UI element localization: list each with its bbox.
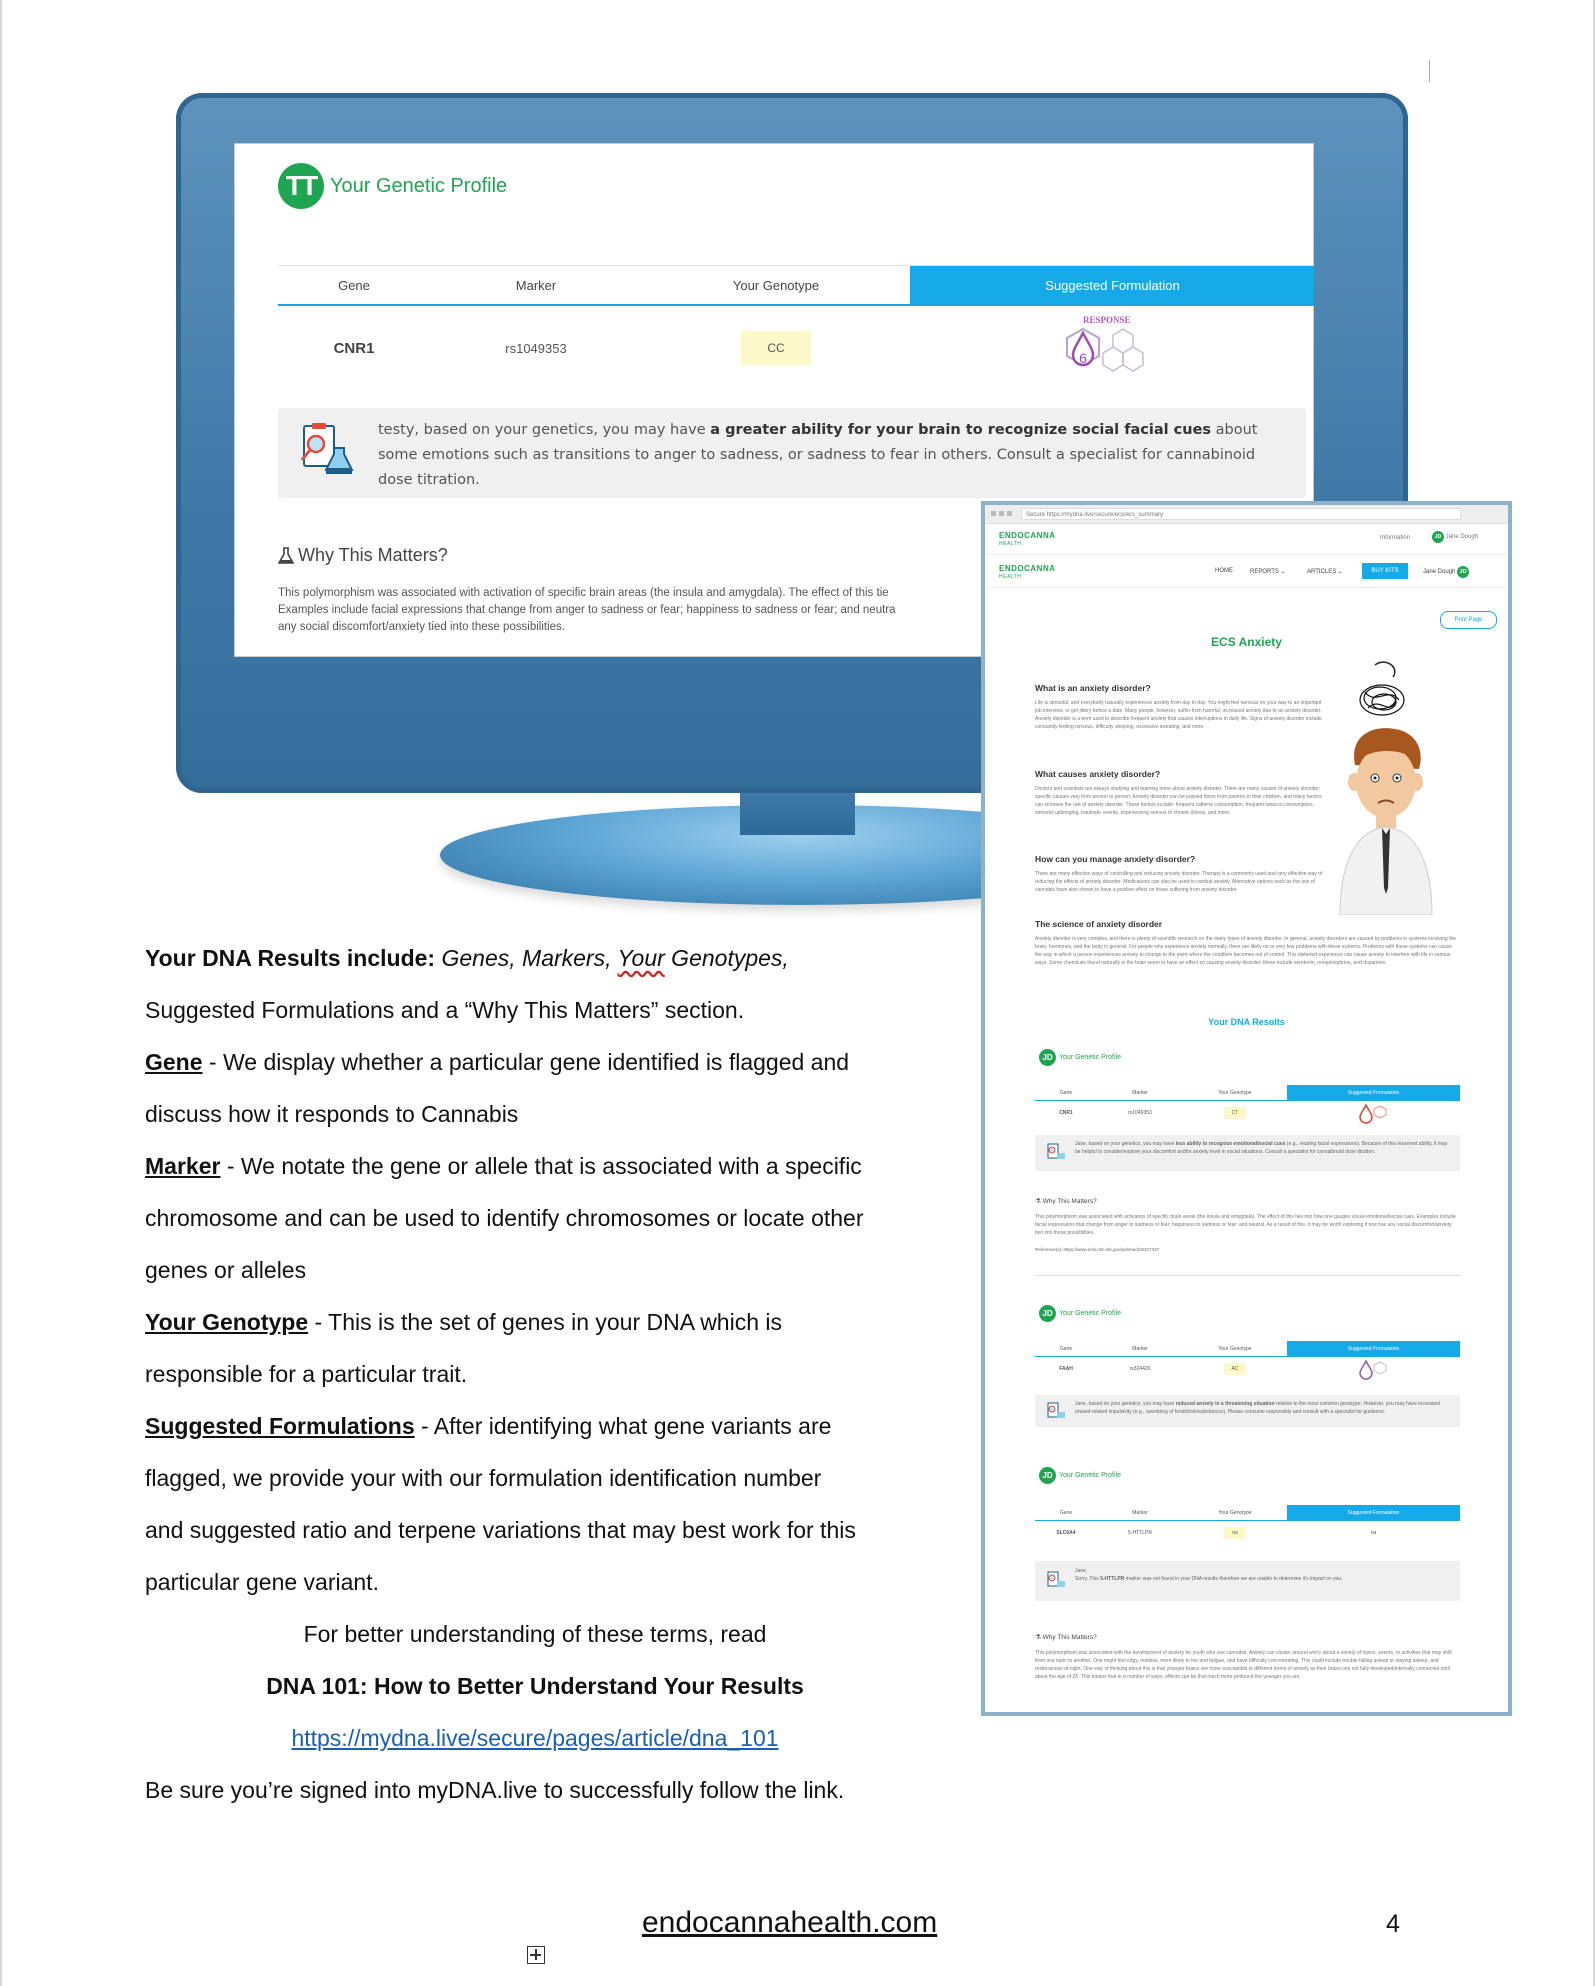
formulation-purple-icon: [1354, 1358, 1394, 1380]
formulations-definition-4: particular gene variant.: [145, 1569, 379, 1595]
mini-profile-header: JD Your Genetic Profile: [1039, 1049, 1121, 1066]
buy-kits-button: BUY KITS: [1362, 563, 1408, 579]
gene-name: CNR1: [333, 339, 375, 357]
section-text: Doctors and scientists are always studying and learning more about anxiety disorder. There are many causes of anxiety disorder; specific causes vary from person to person. Anxiety disorder can be passed down from parents to their children, and many factors can increase the risk of anxiety disorder. These factors include: frequent caffeine consumption, frequent tobacco consumption, stressful upbringing, traumatic events, experiencing serious or chronic illness, and more.: [1035, 786, 1322, 816]
header-marker: Marker: [515, 277, 557, 293]
table-anchor-icon: [527, 1946, 545, 1964]
section-text: Anxiety disorder is very complex, and there is plenty of scientific research on the many types of anxiety disorder. In general, anxiety disorders are caused by problems in systems involving the brain, hormones, and the body in general. For people who experience anxiety normally, there are likely no or very few problems with these systems. Problems with these systems can cause the way in which a person experiences anxiety to change to the point where the condition becomes out of control. This distorted experience can cause anxiety to interfere with life in various ways. Some chemicals found naturally in the brain seem to have an effect on causing anxiety disorder; these include serotonin, norepinephrine, and dopamine.: [1035, 936, 1457, 966]
table-row: FAAH rs324420 AC: [1035, 1357, 1460, 1381]
mini-why-heading: ⚗ Why This Matters?: [1035, 1634, 1097, 1641]
mini-insight-box: Jane, based on your genetics, you may have reduced anxiety in a threatening situation relative to the most common genotype. However, you may have increased reward-related impulsivity (e.g., overdoing of food/drink/substances). Please consume responsibly and consult with a specialist for guidance.: [1035, 1395, 1460, 1427]
formulations-definition-3: and suggested ratio and terpene variations that may best work for this: [145, 1517, 856, 1543]
table-row: [278, 306, 1314, 390]
formulations-definition-2: flagged, we provide your with our formulation identification number: [145, 1465, 822, 1491]
mini-gene-table: Gene Marker Your Genotype Suggested Formulation SLC6A4 5-HTTLPR na na: [1035, 1505, 1460, 1545]
top-strip: [985, 524, 1508, 555]
avatar: JD: [1457, 566, 1469, 578]
print-page-button: Print Page: [1440, 611, 1497, 629]
intro-line-2: Suggested Formulations and a “Why This Matters” section.: [145, 997, 745, 1023]
main-nav: [985, 555, 1508, 588]
anxious-man-illustration: [1320, 660, 1450, 915]
window-controls-icon: [991, 511, 1013, 516]
dna-101-link[interactable]: https://mydna.live/secure/pages/article/dna_101: [291, 1725, 779, 1751]
why-this-matters-text: This polymorphism was associated with activation of specific brain areas (the insula and amygdala). The effect of this tie Examples include facial expressions that change from anger to sadness or fear; happiness to sadness or fear; and neutra any social discomfort/anxiety tied into these possibilities.: [278, 587, 896, 633]
mini-insight-box: Jane, based on your genetics, you may have less ability to recognize emotional/social cues (e.g., reading facial expressions). Because of this lessened ability, it may be helpful to consider/explore your discomfort and/or anxiety level in social situations. Consult a specialist for cannabinoid dose titration.: [1035, 1135, 1460, 1171]
avatar: JD: [1039, 1049, 1056, 1066]
mini-profile-header: JD Your Genetic Profile: [1039, 1467, 1121, 1484]
header-suggested-formulation: Suggested Formulation: [910, 266, 1314, 304]
address-bar: Secure https://mydna.live/secure/ecs/ecs_summary: [1021, 508, 1461, 520]
gene-definition: Gene - We display whether a particular gene identified is flagged and: [145, 1049, 850, 1075]
research-clipboard-icon: [1045, 1571, 1065, 1589]
endocanna-logo: ENDOCANNA HEALTH: [999, 531, 1056, 547]
table-row: CNR1 rs1049353 CT: [1035, 1101, 1460, 1125]
section-text: Life is stressful, and everybody naturally experiences anxiety from day to day. You might feel nervous on your way to an important job interview, or get jittery before a date. Many people, however, suffer from harmful, increased anxiety due to an anxiety disorder. Anxiety disorder is a term used to describe frequent anxiety that causes interruptions in daily life. Signs of anxiety disorder include constantly feeling nervous, difficulty sleeping, excessive sweating, and more.: [1035, 700, 1322, 730]
page-number: 4: [1386, 1910, 1400, 1938]
mini-why-heading: ⚗ Why This Matters?: [1035, 1198, 1097, 1205]
nav-home: HOME: [1215, 568, 1233, 574]
reference-link: Reference(s): https://www.ncbi.nlm.nih.gov/pubmed/26327337: [1035, 1247, 1160, 1252]
avatar: JD: [1039, 1467, 1056, 1484]
mini-why-text: This polymorphism was associated with activation of specific brain areas (the insula and amygdala). The effect of this ties into how one gauges visual emotional/social cues. Examples include facial expressions that change from anger to sadness or fear; happiness to sadness or fear; and neutral. As a result of this, it may be worth exploring if one has any social discomfort/anxiety tied into these possibilities.: [1035, 1214, 1456, 1236]
ecs-anxiety-title: ECS Anxiety: [1211, 635, 1282, 649]
nav-articles: ARTICLES ⌄: [1307, 569, 1343, 575]
genetic-insight-text: testy, based on your genetics, you may have a greater ability for your brain to recognize social facial cues about some emotions such as transitions to anger to sadness, or sadness to fear in others. Consult a specialist for cannabinoid dose titration.: [378, 422, 1258, 488]
formulation-number: 6: [1078, 350, 1087, 366]
mini-profile-header: JD Your Genetic Profile: [1039, 1305, 1121, 1322]
gene-definition-2: discuss how it responds to Cannabis: [145, 1101, 519, 1127]
formulation-badge-text: RESPONSE: [1082, 315, 1131, 325]
mini-insight-box: Jane, Sorry. This 5-HTTLPR marker was not found in your DNA results therefore we are unable to determine it's impact on you.: [1035, 1561, 1460, 1601]
dna-results-title: Your DNA Results: [1208, 1017, 1285, 1027]
formulations-definition: Suggested Formulations - After identifying what gene variants are: [145, 1413, 832, 1439]
footer-website[interactable]: endocannahealth.com: [642, 1906, 938, 1939]
nav-user: Jane Dough JD: [1423, 566, 1469, 578]
intro-line: Your DNA Results include: Genes, Markers, Your Genotypes,: [145, 945, 789, 971]
genetic-profile-header: [278, 163, 507, 209]
page-border-left: [0, 0, 2, 1986]
research-clipboard-icon: [1045, 1402, 1065, 1420]
mini-why-text: This polymorphism was associated with the development of anxiety for youth who use cannabis. Anxiety can cluster around worry about a variety of topics, events, or activities that may shift from one topic to another. One might feel edgy, restless, more likely to tire and fatigue, and have difficulty concentrating. This could include trouble falling asleep or staying asleep, and restlessness at night. One way of thinking about this is that younger brains are more susceptible to different forms of anxiety as their brains are not fully developed/internally connected until about the age of 25. This means that in a number of ways, effects can be that much more profound the younger you are.: [1035, 1650, 1452, 1680]
avatar: JD: [1039, 1305, 1056, 1322]
section-heading: What is an anxiety disorder?: [1035, 683, 1151, 693]
marker-id: rs1049353: [505, 340, 567, 356]
genetic-profile-title: Your Genetic Profile: [330, 174, 508, 197]
gene-table: [278, 265, 1314, 390]
browser-bar: [985, 505, 1508, 524]
header-gene: Gene: [338, 277, 370, 293]
avatar: JD: [1432, 531, 1444, 543]
genotype-definition: Your Genotype - This is the set of genes in your DNA which is: [145, 1309, 782, 1335]
formulation-red-icon: [1354, 1102, 1394, 1124]
marker-definition-3: genes or alleles: [145, 1257, 307, 1283]
formulation-response-icon: [1053, 313, 1173, 383]
genotype-definition-2: responsible for a particular trait.: [145, 1361, 468, 1387]
research-clipboard-icon: [1045, 1143, 1065, 1161]
ecs-anxiety-page-screenshot: [981, 501, 1512, 1716]
mini-gene-table: Gene Marker Your Genotype Suggested Formulation CNR1 rs1049353 CT: [1035, 1085, 1460, 1125]
flask-icon: [278, 547, 294, 565]
section-divider: [1035, 1275, 1460, 1276]
section-text: There are many effective ways of controlling and reducing anxiety disorder. Therapy is a commonly used and very effective way of reducing the effects of anxiety disorder. Medications can also be used to combat anxiety. Alternative options such as the use of cannabis have also shown to have a positive effect on those suffering from anxiety disorder.: [1035, 871, 1323, 893]
section-heading: How can you manage anxiety disorder?: [1035, 854, 1196, 864]
research-clipboard-icon: [296, 422, 356, 478]
marker-definition: Marker - We notate the gene or allele that is associated with a specific: [145, 1153, 862, 1179]
information-menu: Information: [1380, 535, 1411, 541]
marker-definition-2: chromosome and can be used to identify chromosomes or locate other: [145, 1205, 864, 1231]
header-genotype: Your Genotype: [732, 277, 820, 293]
genetic-insight-box: [278, 408, 1306, 498]
article-title: DNA 101: How to Better Understand Your Results: [266, 1673, 804, 1699]
understanding-note: For better understanding of these terms, read: [303, 1621, 767, 1647]
mini-gene-table: Gene Marker Your Genotype Suggested Formulation FAAH rs324420 AC: [1035, 1341, 1460, 1381]
genotype-chip: CC: [741, 331, 810, 365]
nav-reports: REPORTS ⌄: [1250, 569, 1286, 575]
table-row: SLC6A4 5-HTTLPR na na: [1035, 1521, 1460, 1545]
user-initials-badge: TT: [278, 163, 324, 209]
endocanna-logo-nav: ENDOCANNA HEALTH: [999, 564, 1056, 580]
top-user: JD Jane Dough: [1432, 531, 1478, 543]
section-heading: The science of anxiety disorder: [1035, 919, 1163, 929]
why-this-matters-heading: Why This Matters?: [278, 545, 448, 566]
section-heading: What causes anxiety disorder?: [1035, 769, 1161, 779]
gene-table-header: [278, 265, 1314, 306]
text-cursor-mark: [1429, 60, 1430, 82]
